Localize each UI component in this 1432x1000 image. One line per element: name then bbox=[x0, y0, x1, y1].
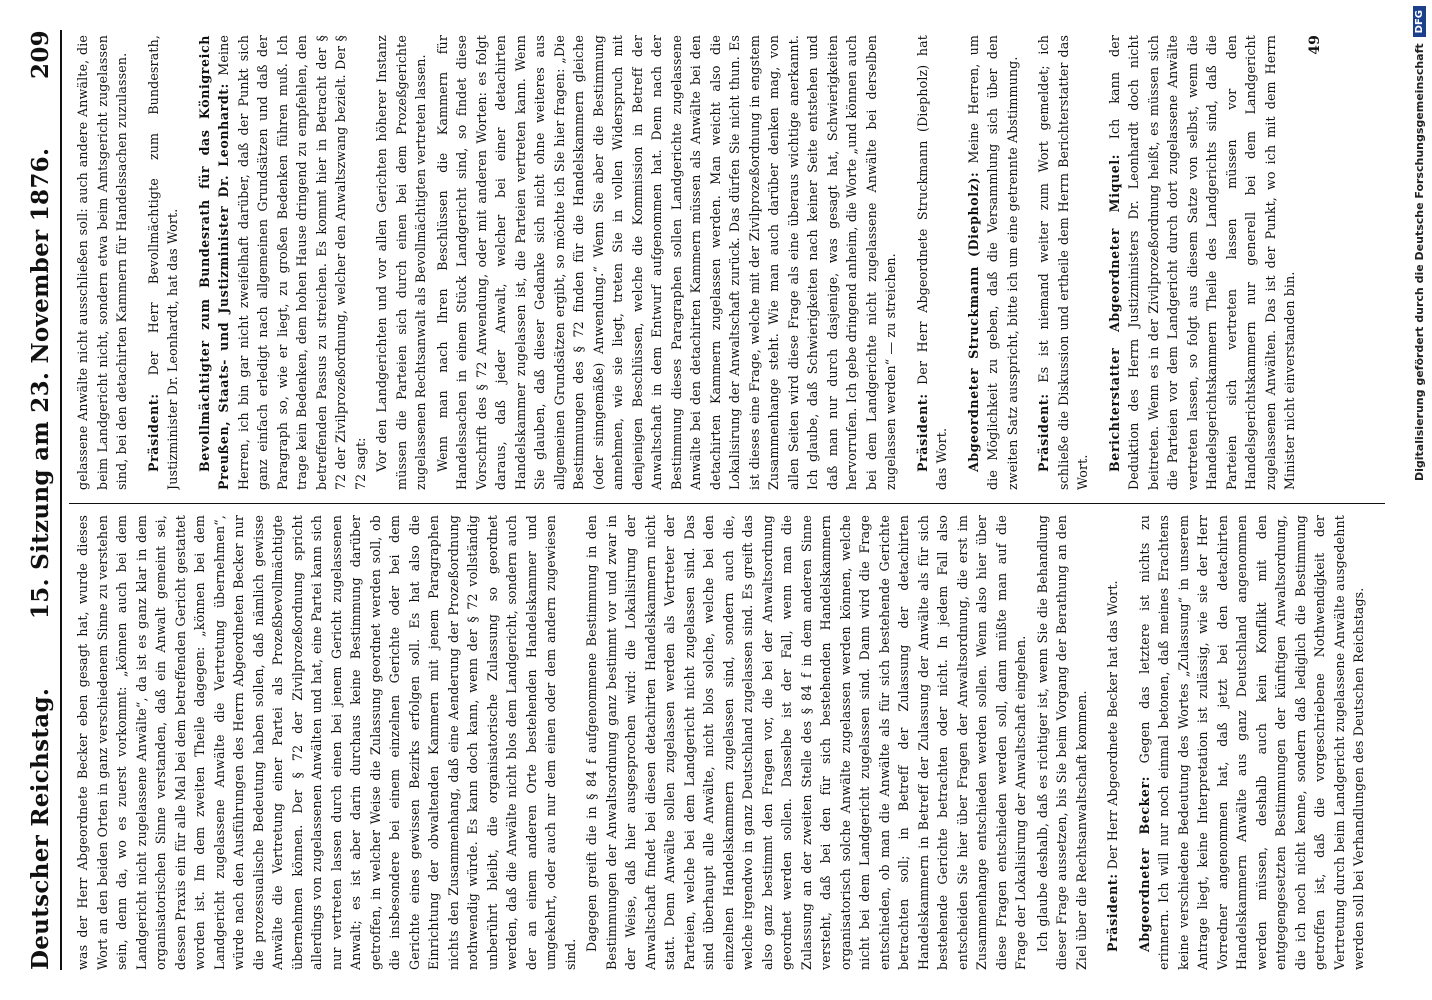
left-paragraph bbox=[1033, 515, 1092, 970]
left-paragraph bbox=[73, 515, 580, 970]
right-paragraph bbox=[1105, 35, 1300, 490]
speaker-label: Bevollmächtigter zum Bundesrath für das Königreich Preußen, Staats- und Justizminister Dr. Leonhardt: bbox=[196, 35, 231, 490]
right-column bbox=[73, 35, 1383, 490]
right-paragraph bbox=[73, 35, 132, 490]
header-rule bbox=[60, 30, 62, 970]
speaker-label: Präsident: bbox=[914, 393, 930, 472]
column-divider bbox=[69, 503, 1385, 504]
paragraph-text: Der Herr Abgeordnete Struckmann (Diepholz) hat das Wort. bbox=[914, 35, 949, 490]
left-paragraph bbox=[1135, 515, 1369, 970]
right-paragraph bbox=[433, 35, 901, 490]
right-paragraph bbox=[195, 35, 371, 490]
paragraph-text: Ich kann der Deduktion des Herrn Justizministers Dr. Leonhardt doch nicht beitreten. Wenn es in der Zivilprozeßordnung heißt, es müssen sich die Parteien vor dem Landgericht durch dort zugelassene Anwälte vertreten lassen, so folgt aus diesem Satze von selbst, wenn die Handelsgerichtskammern Theile des Landgerichts sind, daß die Parteien sich vertreten lassen müssen vor den Handelsgerichtskammern nur generell bei dem Landgericht zugelassenen Anwälten. Das ist der Punkt, wo ich mit dem Herrn Minister nicht einverstanden bin. bbox=[1106, 35, 1297, 490]
funding-text: Digitalisierung gefördert durch die Deutsche Forschungsgemeinschaft bbox=[1412, 43, 1426, 482]
speaker-label: Präsident: bbox=[1105, 873, 1120, 952]
right-paragraph bbox=[913, 35, 952, 490]
speaker-label: Abgeordneter Struckmann (Diepholz): bbox=[965, 171, 981, 472]
footer-strip bbox=[1406, 0, 1432, 1000]
folio-number: 49 bbox=[1306, 35, 1323, 55]
header-left: Deutscher Reichstag. bbox=[27, 687, 54, 970]
funding-footer bbox=[1406, 0, 1432, 1000]
paragraph-text: Der Herr Abgeordnete Becker hat das Wort. bbox=[1105, 580, 1120, 874]
left-paragraph bbox=[1103, 515, 1123, 970]
paragraph-text: Dagegen greift die in § 84 f aufgenommene Bestimmung in den Bestimmungen der Anwaltsordnung ganz bestimmt vor und zwar in der Weise, daß hier ausgesprochen wird: die Lokalisirung der Anwaltschaft findet bei diesen detachirten Handelskammern nicht statt. Denn Anwälte sollen zugelassen werden als Vertreter der Parteien, welche bei dem Landgericht nicht zugelassen sind. Das sind überhaupt alle Anwälte, nicht blos solche, welche bei den einzelnen Handelskammern zugelassen sind, sondern auch die, welche irgendwo in ganz Deutschland zugelassen sind. Es greift das also ganz bestimmt den Fragen vor, die bei der Anwaltsordnung geordnet werden sollen. Dasselbe ist der Fall, wenn man die Zulassung an der zweiten Stelle des § 84 f in dem anderen Sinne versteht, daß bei den für sich bestehenden Handelskammern organisatorisch solche Anwälte zugelassen werden können, welche nicht bei dem Landgericht zugelassen sind. Dann wird die Frage entschieden, ob man die Anwälte als für sich bestehende Gerichte betrachten soll; in Betreff der Zulassung der detachirten Handelskammern in Betreff der Zulassung der Anwälte als für sich bestehende Gerichte betrachten oder nicht. In jedem Fall also entscheiden Sie hier über Fragen der Anwaltsordnung, die erst im Zusammenhange entschieden werden sollen. Wenn also hier über diese Fragen entschieden werden soll, dann müßte man auf die Frage der Lokalisirung der Anwaltschaft eingehen. bbox=[584, 515, 1028, 970]
left-paragraph bbox=[582, 515, 1031, 970]
speaker-label: Berichterstatter Abgeordneter Miquel: bbox=[1106, 153, 1122, 472]
paragraph-text: Meine Herren, ich bin gar nicht zweifelhaft darüber, daß der Punkt sich ganz einfach erledigt nach allgemeinen Grundsätzen und daß der Paragraph so, wie er liegt, zu großen Bedenken führen muß. Ich trage kein Bedenken, dem hohen Hause dringend zu empfehlen, den betreffenden Passus zu streichen. Es kommt hier in Betracht der § 72 der Zivilprozeßordnung, welcher den Anwaltszwang bezielt. Der § 72 sagt: bbox=[216, 35, 368, 490]
paragraph-text: Der Herr Bevollmächtigte zum Bundesrath, Justizminister Dr. Leonhardt, hat das Wort. bbox=[145, 35, 180, 490]
dfg-logo: DFG bbox=[1413, 6, 1426, 37]
paragraph-text: Ich glaube deshalb, daß es richtiger ist, wenn Sie die Behandlung dieser Frage aussetzen, bis Sie beim Vorgang der Berathung an den Ziel über die Rechtsanwaltschaft kommen. bbox=[1034, 515, 1089, 970]
header-page-number: 209 bbox=[27, 30, 54, 79]
paragraph-text: Gegen das letztere ist nichts zu erinnern. Ich will nur noch einmal betonen, daß meines Erachtens keine verschiedene Bedeutung des Wortes „Zulassung“ in unserem Antrage liegt, keine Interpretation ist zulässig, wie sie der Herr Vorredner angenommen hat, daß jetzt bei den detachirten Handelskammern Anwälte aus ganz Deutschland angenommen werden müssen, deshalb auch kein Konflikt mit den entgegengesetzten Bestimmungen der künftigen Anwaltsordnung, die ich noch nicht kenne, sondern daß lediglich die Bestimmung getroffen ist, daß die vorgeschriebene Nothwendigkeit der Vertretung durch beim Landgericht zugelassene Anwälte ausgedehnt werden soll bei Verhandlungen des Deutschen Reichstags. bbox=[1136, 515, 1366, 970]
left-column bbox=[73, 515, 1383, 970]
paragraph-text: was der Herr Abgeordnete Becker eben gesagt hat, wurde dieses Wort an den beiden Orten in ganz verschiedenem Sinne zu verstehen sein, denn da, wo es zuerst vorkommt: „können auch bei dem Landgericht nicht zugelassene Anwälte“, da ist es ganz klar in dem organisatorischen Sinne verstanden, daß ein Anwalt gemeint sei, dessen Praxis ein für alle Mal bei dem betreffenden Gericht gestattet worden ist. Im dem zweiten Theile dagegen: „können bei dem Landgericht zugelassene Anwälte die Vertretung übernehmen“, würde nach den Ausführungen des Herrn Abgeordneten Becker nur die prozessualische Bedeutung haben sollen, daß nämlich gewisse Anwälte die Vertretung einer Partei als Prozeßbevollmächtigte übernehmen können. Der § 72 der Zivilprozeßordnung spricht allerdings von zugelassenen Anwälten und hat, eine Partei kann sich nur vertreten lassen durch einen bei jenem Gericht zugelassenen Anwalt; es ist aber darin durchaus keine Bestimmung darüber getroffen, in welcher Weise die Zulassung geordnet werden soll, ob die insbesondere bei einem einzelnen Gerichte oder bei dem Gerichte eines gewissen Bezirks erfolgen soll. Es hat also die Einrichtung der obwaltenden Kammern mit jenem Paragraphen nichts den Zusammenhang, daß eine Aenderung der Prozeßordnung nothwendig würde. Es kann doch kann, wenn der § 72 vollständig unberührt bleibt, die organisatorische Zulassung so geordnet werden, daß die Anwälte nicht blos dem Landgericht, sondern auch der an einem anderen Orte bestehenden Handelskammer und umgekehrt, oder auch nur dem einen oder dem andern zugewiesen sind. bbox=[75, 515, 578, 970]
paragraph-text: Es ist niemand weiter zum Wort gemeldet; ich schließe die Diskussion und ertheile dem Herrn Berichterstatter das Wort. bbox=[1036, 35, 1090, 490]
header-center: 15. Sitzung am 23. November 1876. bbox=[27, 147, 54, 620]
speaker-label: Präsident: bbox=[1036, 393, 1051, 472]
paragraph-text: Vor den Landgerichten und vor allen Gerichten höherer Instanz müssen die Parteien sich durch einen bei dem Prozeßgerichte zugelassenen Rechtsanwalt als Bevollmächtigten vertreten lassen. bbox=[374, 35, 428, 490]
speaker-label: Abgeordneter Becker: bbox=[1136, 775, 1152, 952]
right-paragraph bbox=[144, 35, 183, 490]
paragraph-text: Wenn man nach Ihren Beschlüssen die Kammern für Handelssachen in einem Stück Landgericht sind, so findet diese Vorschrift des § 72 Anwendung, oder mit anderen Worten: es folgt daraus, daß jeder Anwalt, welcher bei einer detachirten Handelskammer zugelassen ist, die Parteien vertreten kann. Wenn Sie glauben, daß dieser Gedanke sich nicht ohne weiteres aus allgemeinen Grundsätzen ergibt, so möchte ich Sie hier fragen: „Die Bestimmungen des § 72 finden für die Handelskammern gleiche (oder sinngemäße) Anwendung.“ Wenn Sie aber die Bestimmung annehmen, wie sie liegt, treten Sie in vollen Widerspruch mit denjenigen Beschlüssen, welche die Kommission in Betreff der Anwaltschaft in dem Entwurf aufgenommen hat. Denn nach der Bestimmung dieses Paragraphen sollen Landgerichte zugelassene Anwälte bei den detachirten Kammern müssen als Anwälte bei den detachirten Kammern zugelassen werden. Man weicht also die Lokalisirung der Anwaltschaft zurück. Das dürfen Sie nicht thun. Es ist dieses eine Frage, welche mit der Zivilprozeßordnung in engstem Zusammenhange steht. Wie man auch darüber denken mag, von allen Seiten wird diese Frage als eine überaus wichtige anerkannt. Ich glaube, daß Schwierigkeiten nach keiner Seite entstehen und daß man nur durch dasjenige, was gesagt hat, Schwierigkeiten hervorrufen. Ich gebe dringend anheim, die Worte „und können auch bei dem Landgerichte nicht zugelassene Anwälte bei derselben zugelassen werden“ — zu streichen. bbox=[434, 35, 898, 490]
running-header bbox=[27, 30, 57, 970]
speaker-label: Präsident: bbox=[145, 393, 161, 472]
document-page bbox=[5, 0, 1400, 1000]
paragraph-text: gelassene Anwälte nicht ausschließen soll: auch andere Anwälte, die beim Landgericht nicht, sondern etwa beim Amtsgericht zugelassen sind, bei den detachirten Kammern für Handelssachen zuzulassen. bbox=[75, 35, 129, 490]
right-paragraph bbox=[372, 35, 431, 490]
paragraph-text: Meine Herren, um die Möglichkeit zu geben, daß die Versammlung sich über den zweiten Satz ausspricht, bitte ich um eine getrennte Abstimmung. bbox=[965, 35, 1020, 490]
right-paragraph bbox=[1034, 35, 1093, 490]
right-paragraph bbox=[964, 35, 1023, 490]
